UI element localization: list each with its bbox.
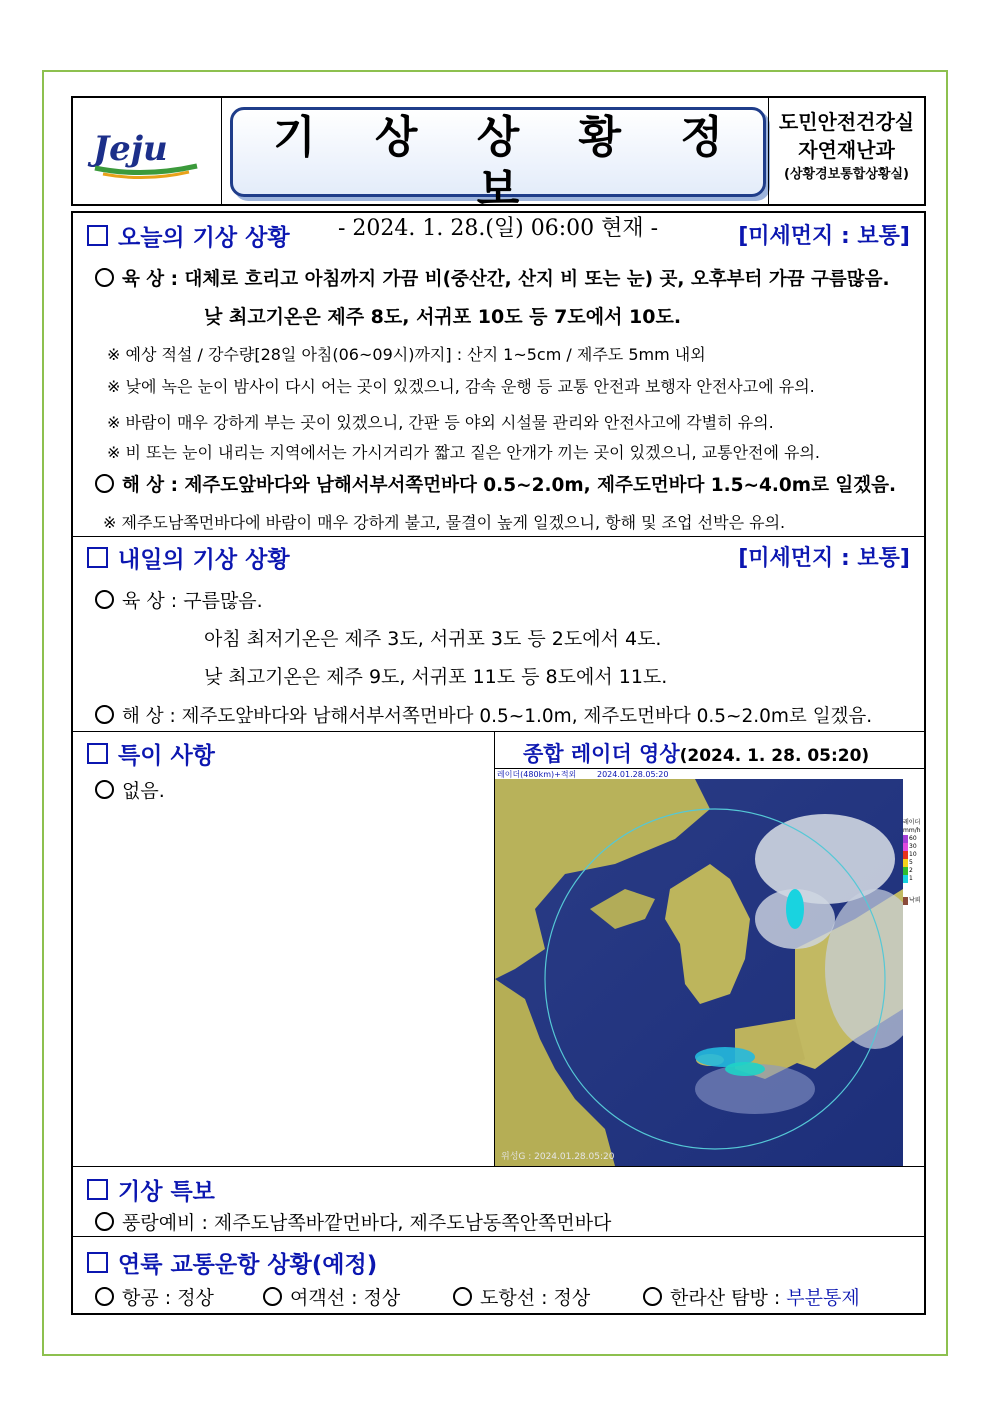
warning-section-title (87, 1173, 215, 1206)
traffic-ferry (263, 1283, 400, 1310)
checkbox-icon (87, 547, 108, 568)
legend-row-2 (903, 867, 924, 875)
tomorrow-land (95, 586, 263, 613)
legend-title: 레이더 (903, 819, 921, 826)
today-dust-badge: [미세먼지 : 보통] (738, 224, 910, 249)
today-title-text: 오늘의 기상 상황 (118, 225, 290, 251)
page-title: 기 상 상 황 정 보 (273, 112, 745, 215)
legend-swatch (903, 843, 908, 851)
traffic-air (95, 1283, 214, 1310)
circle-bullet-icon (95, 780, 114, 799)
checkbox-icon (87, 225, 108, 246)
divider (73, 731, 924, 732)
legend-row-30 (903, 843, 924, 851)
legend-row-10 (903, 851, 924, 859)
traffic-air-text: 항공 : 정상 (122, 1287, 214, 1309)
legend-value: 10 (909, 851, 917, 858)
traffic-hallasan-status: 부분통제 (786, 1287, 860, 1309)
legend-swatch (903, 859, 908, 867)
special-item-text: 없음. (122, 780, 165, 802)
legend-value: 60 (909, 835, 917, 842)
circle-bullet-icon (453, 1287, 472, 1306)
radar-legend (903, 819, 924, 959)
tomorrow-land-text: 구름많음. (183, 590, 263, 612)
legend-swatch (903, 867, 908, 875)
circle-bullet-icon (95, 268, 114, 287)
checkbox-icon (87, 1252, 108, 1273)
traffic-hallasan-label: 한라산 탐방 : (670, 1287, 787, 1309)
dept-name: 도민안전건강실 (778, 110, 915, 134)
circle-bullet-icon (95, 1287, 114, 1306)
legend-row-60 (903, 835, 924, 843)
satellite-caption: 위성G : 2024.01.28.05:20 (501, 1152, 615, 1162)
radar-caption-time: 2024.01.28.05:20 (597, 770, 669, 779)
tomorrow-dust-badge: [미세먼지 : 보통] (738, 546, 910, 571)
legend-unit: mm/h (903, 827, 921, 834)
circle-bullet-icon (95, 474, 114, 493)
today-sea-text: 제주도앞바다와 남해서부서쪽먼바다 0.5~2.0m, 제주도먼바다 1.5~4.0m로 일겠음. (184, 475, 897, 496)
jeju-logo (73, 98, 222, 204)
legend-value: 1 (909, 875, 913, 882)
tomorrow-max-temp: 낮 최고기온은 제주 9도, 서귀포 11도 등 8도에서 11도. (204, 666, 668, 688)
warning-title-text: 기상 특보 (118, 1179, 215, 1205)
title-banner (230, 107, 766, 241)
today-note-1: ※ 예상 적설 / 강수량[28일 아침(06~09시)까지] : 산지 1~5cm / 제주도 5mm 내외 (107, 345, 706, 364)
checkbox-icon (87, 1179, 108, 1200)
today-land-label: 육 상 : (122, 269, 179, 290)
tomorrow-sea (95, 702, 872, 728)
today-section-title (87, 219, 290, 252)
today-note-3: ※ 바람이 매우 강하게 부는 곳이 있겠으니, 간판 등 야외 시설물 관리와 안전사고에 각별히 유의. (107, 413, 774, 432)
warning-item-text: 풍랑예비 : 제주도남쪽바깥먼바다, 제주도남동쪽안쪽먼바다 (122, 1212, 612, 1234)
legend-swatch (903, 835, 908, 843)
today-note-2: ※ 낮에 녹은 눈이 밤사이 다시 어는 곳이 있겠으니, 감속 운행 등 교통 안전과 보행자 안전사고에 유의. (107, 377, 815, 396)
legend-row-1 (903, 875, 924, 883)
radar-image (495, 769, 903, 1166)
special-title-text: 특이 사항 (118, 743, 215, 769)
legend-lightning-label: 낙뢰 (909, 897, 921, 904)
traffic-section-title (87, 1246, 377, 1279)
department-box (768, 98, 924, 204)
legend-swatch (903, 875, 908, 883)
legend-row-5 (903, 859, 924, 867)
legend-value: 2 (909, 867, 913, 874)
today-sea-label: 해 상 : (122, 475, 179, 496)
today-land (95, 265, 890, 291)
legend-swatch (903, 851, 908, 859)
radar-heading (523, 738, 869, 768)
traffic-title-text: 연륙 교통운항 상황(예정) (118, 1252, 378, 1278)
tomorrow-section-title (87, 541, 290, 574)
special-section-title (87, 737, 215, 770)
traffic-island (453, 1283, 590, 1310)
tomorrow-title-text: 내일의 기상 상황 (118, 547, 290, 573)
divider (73, 1236, 924, 1237)
checkbox-icon (87, 743, 108, 764)
tomorrow-min-temp: 아침 최저기온은 제주 3도, 서귀포 3도 등 2도에서 4도. (204, 628, 662, 650)
radar-title: 종합 레이더 영상 (523, 742, 680, 766)
warning-item (95, 1208, 611, 1235)
today-sea-note: ※ 제주도남쪽먼바다에 바람이 매우 강하게 불고, 물결이 높게 일겠으니, 항해 및 조업 선박은 유의. (103, 513, 786, 532)
traffic-ferry-text: 여객선 : 정상 (290, 1287, 401, 1309)
circle-bullet-icon (95, 590, 114, 609)
tomorrow-sea-label: 해 상 : (122, 706, 176, 727)
dept-division: 자연재난과 (798, 138, 895, 162)
legend-lightning (903, 897, 924, 905)
divider (73, 536, 924, 537)
tomorrow-land-label: 육 상 : (122, 590, 178, 612)
today-land-temp: 낮 최고기온은 제주 8도, 서귀포 10도 등 7도에서 10도. (204, 306, 682, 328)
today-note-4: ※ 비 또는 눈이 내리는 지역에서는 가시거리가 짧고 짙은 안개가 끼는 곳이 있겠으니, 교통안전에 유의. (107, 443, 821, 462)
circle-bullet-icon (95, 1212, 114, 1231)
today-sea (95, 471, 896, 497)
tomorrow-sea-text: 제주도앞바다와 남해서부서쪽먼바다 0.5~1.0m, 제주도먼바다 0.5~2.0m로 일겠음. (181, 706, 873, 727)
circle-bullet-icon (95, 705, 114, 724)
traffic-island-text: 도항선 : 정상 (480, 1287, 591, 1309)
special-item (95, 776, 165, 803)
today-land-text: 대체로 흐리고 아침까지 가끔 비(중산간, 산지 비 또는 눈) 곳, 오후부터 가끔 구름많음. (184, 269, 890, 290)
legend-value: 5 (909, 859, 913, 866)
lightning-swatch (903, 897, 908, 905)
report-date: - 2024. 1. 28.(일) 06:00 현재 - (337, 216, 659, 241)
divider (73, 1166, 924, 1167)
dept-office: (상황경보통합상황실) (784, 167, 909, 182)
radar-caption: 레이더(480km)+적외 (497, 770, 577, 779)
traffic-hallasan (643, 1283, 860, 1310)
circle-bullet-icon (263, 1287, 282, 1306)
legend-value: 30 (909, 843, 917, 850)
circle-bullet-icon (643, 1287, 662, 1306)
jeju-logo-text: Jeju (93, 129, 168, 169)
radar-time: (2024. 1. 28. 05:20) (679, 746, 870, 766)
report-body (71, 211, 926, 1315)
